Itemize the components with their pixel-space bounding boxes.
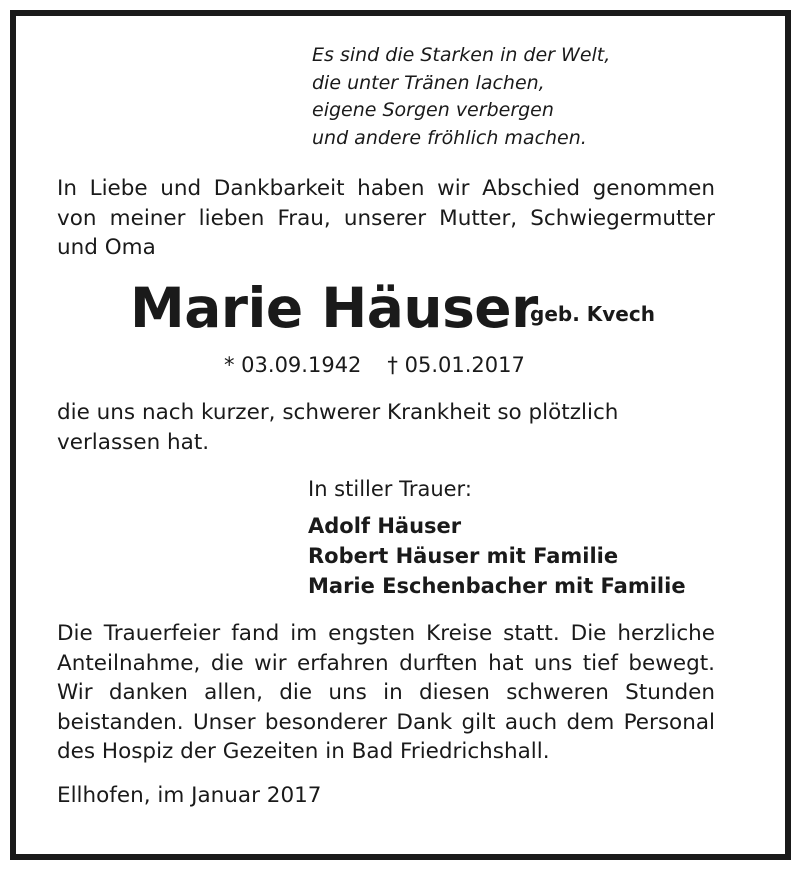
- deceased-name: Marie Häuser: [130, 276, 538, 340]
- life-dates: [224, 353, 525, 377]
- illness-line: die uns nach kurzer, schwerer Krankheit so plötzlich: [57, 400, 619, 425]
- mourner-name: Robert Häuser mit Familie: [308, 544, 619, 568]
- thanks-line: Wir danken allen, die uns in diesen schweren Stunden: [57, 680, 715, 705]
- illness-paragraph: [57, 398, 618, 457]
- poem-line: Es sind die Starken in der Welt,: [312, 44, 611, 66]
- death-date: † 05.01.2017: [387, 353, 525, 377]
- maiden-name: geb. Kvech: [530, 302, 655, 326]
- place-date: Ellhofen, im Januar 2017: [57, 783, 322, 808]
- poem: [312, 42, 610, 152]
- thanks-line: beistanden. Unser besonderer Dank gilt auch dem Personal: [57, 709, 715, 735]
- thanks-line: Die Trauerfeier fand im engsten Kreise statt. Die herzliche: [57, 621, 715, 646]
- mourner-list: [308, 511, 686, 601]
- poem-line: und andere fröhlich machen.: [312, 126, 587, 149]
- birth-date: * 03.09.1942: [224, 353, 362, 377]
- intro-line: und Oma: [57, 235, 156, 260]
- intro-paragraph: [57, 174, 715, 263]
- mourner-name: Marie Eschenbacher mit Familie: [308, 574, 686, 598]
- illness-line: verlassen hat.: [57, 429, 210, 455]
- mourner-name: Adolf Häuser: [308, 514, 462, 538]
- thanks-line: des Hospiz der Gezeiten in Bad Friedrichshall.: [57, 739, 550, 764]
- intro-line: von meiner lieben Frau, unserer Mutter, Schwiegermutter: [57, 205, 715, 231]
- mourning-heading: In stiller Trauer:: [308, 477, 472, 501]
- thanks-paragraph: [57, 619, 715, 767]
- thanks-line: Anteilnahme, die wir erfahren durften hat uns tief bewegt.: [57, 650, 715, 676]
- poem-line: die unter Tränen lachen,: [312, 71, 545, 94]
- poem-line: eigene Sorgen verbergen: [312, 99, 554, 121]
- intro-line: In Liebe und Dankbarkeit haben wir Abschied genommen: [57, 176, 715, 201]
